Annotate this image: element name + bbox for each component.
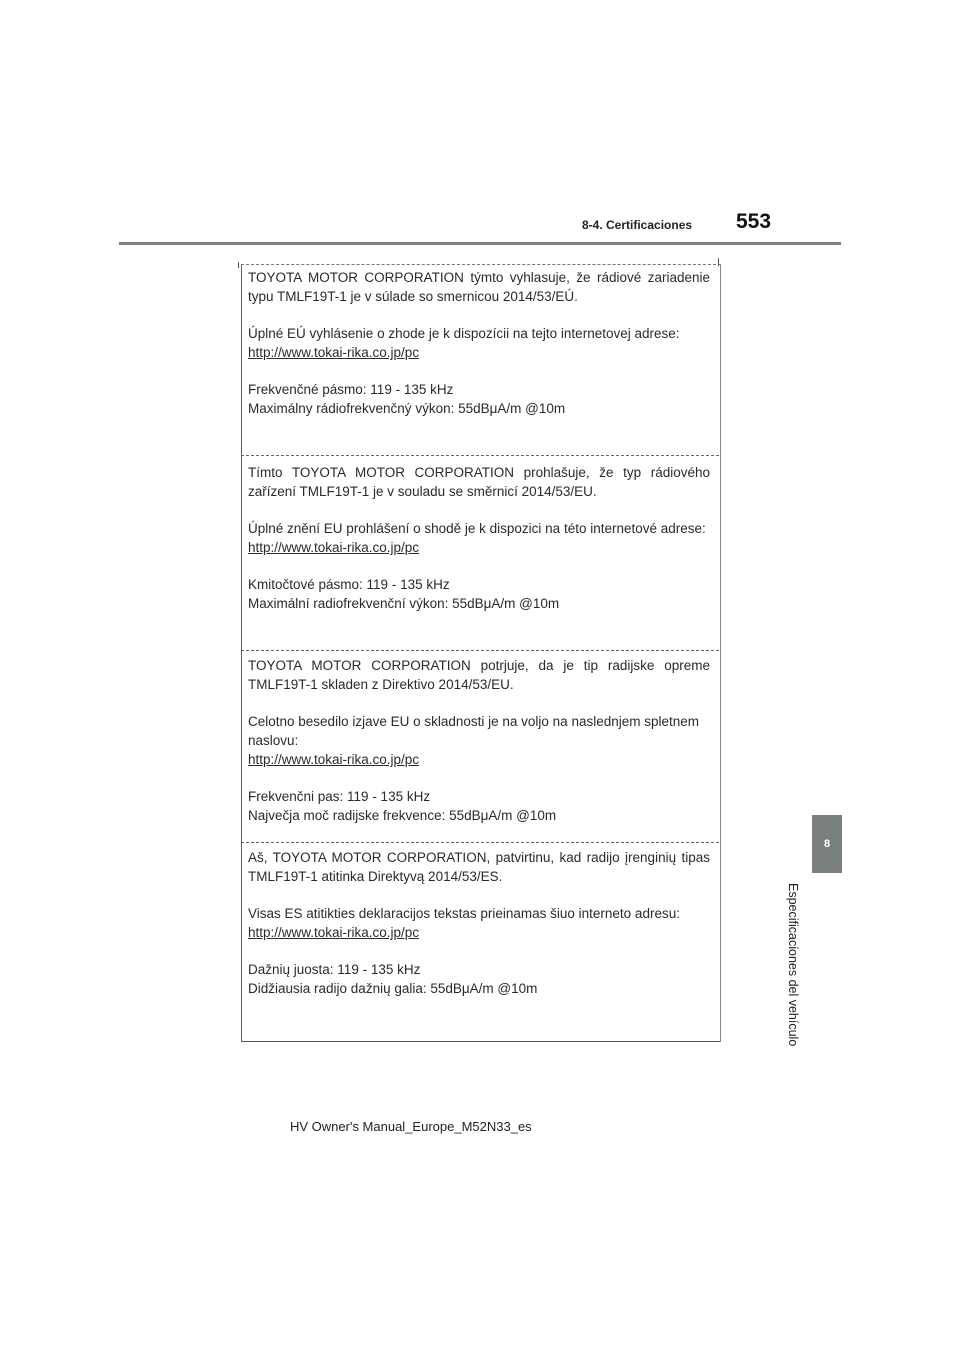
frequency-band: Frekvenčni pas: 119 - 135 kHz bbox=[248, 789, 431, 804]
declaration-link[interactable]: http://www.tokai-rika.co.jp/pc bbox=[248, 540, 420, 555]
header-rule bbox=[119, 242, 841, 245]
declaration-slovenian bbox=[248, 656, 710, 825]
max-power: Maximální radiofrekvenční výkon: 55dBμA/m @10m bbox=[248, 596, 560, 611]
declaration-link[interactable]: http://www.tokai-rika.co.jp/pc bbox=[248, 345, 420, 360]
availability-text: Úplné EÚ vyhlásenie o zhode je k dispozícii na tejto internetovej adrese: bbox=[248, 326, 680, 341]
chapter-label: Especificaciones del vehículo bbox=[786, 883, 800, 1047]
frequency-band: Dažnių juosta: 119 - 135 kHz bbox=[248, 962, 421, 977]
corner-mark bbox=[238, 262, 239, 268]
footer-manual-id: HV Owner's Manual_Europe_M52N33_es bbox=[290, 1119, 532, 1134]
frequency-band: Frekvenčné pásmo: 119 - 135 kHz bbox=[248, 382, 454, 397]
section-divider bbox=[241, 650, 719, 651]
declaration-lithuanian bbox=[248, 848, 710, 998]
frequency-band: Kmitočtové pásmo: 119 - 135 kHz bbox=[248, 577, 450, 592]
declaration-statement: TOYOTA MOTOR CORPORATION týmto vyhlasuje, že rádiové zariadenie typu TMLF19T-1 je v súlade so smernicou 2014/53/EÚ. bbox=[248, 270, 710, 304]
declaration-link[interactable]: http://www.tokai-rika.co.jp/pc bbox=[248, 752, 420, 767]
availability-text: Visas ES atitikties deklaracijos tekstas prieinamas šiuo interneto adresu: bbox=[248, 906, 680, 921]
declaration-czech bbox=[248, 463, 710, 613]
declaration-statement: TOYOTA MOTOR CORPORATION potrjuje, da je tip radijske opreme TMLF19T-1 skladen z Direktivo 2014/53/EU. bbox=[248, 658, 710, 692]
declaration-statement: Aš, TOYOTA MOTOR CORPORATION, patvirtinu, kad radijo įrenginių tipas TMLF19T-1 atitinka Direktyvą 2014/53/ES. bbox=[248, 850, 710, 884]
section-divider bbox=[241, 455, 719, 456]
declaration-statement: Tímto TOYOTA MOTOR CORPORATION prohlašuje, že typ rádiového zařízení TMLF19T-1 je v souladu se směrnicí 2014/53/EU. bbox=[248, 465, 710, 499]
max-power: Maximálny rádiofrekvenčný výkon: 55dBμA/m @10m bbox=[248, 401, 566, 416]
corner-mark bbox=[718, 258, 719, 266]
availability-text: Úplné znění EU prohlášení o shodě je k dispozici na této internetové adrese: bbox=[248, 521, 706, 536]
declaration-link[interactable]: http://www.tokai-rika.co.jp/pc bbox=[248, 925, 420, 940]
page-number: 553 bbox=[736, 210, 772, 233]
availability-text: Celotno besedilo izjave EU o skladnosti je na voljo na naslednjem spletnem naslovu: bbox=[248, 714, 700, 748]
max-power: Največja moč radijske frekvence: 55dBμA/m @10m bbox=[248, 808, 557, 823]
chapter-tab[interactable]: 8 bbox=[812, 815, 842, 873]
max-power: Didžiausia radijo dažnių galia: 55dBμA/m @10m bbox=[248, 981, 538, 996]
declaration-slovak bbox=[248, 268, 710, 418]
section-divider bbox=[241, 842, 719, 843]
section-title: 8-4. Certificaciones bbox=[582, 218, 693, 232]
